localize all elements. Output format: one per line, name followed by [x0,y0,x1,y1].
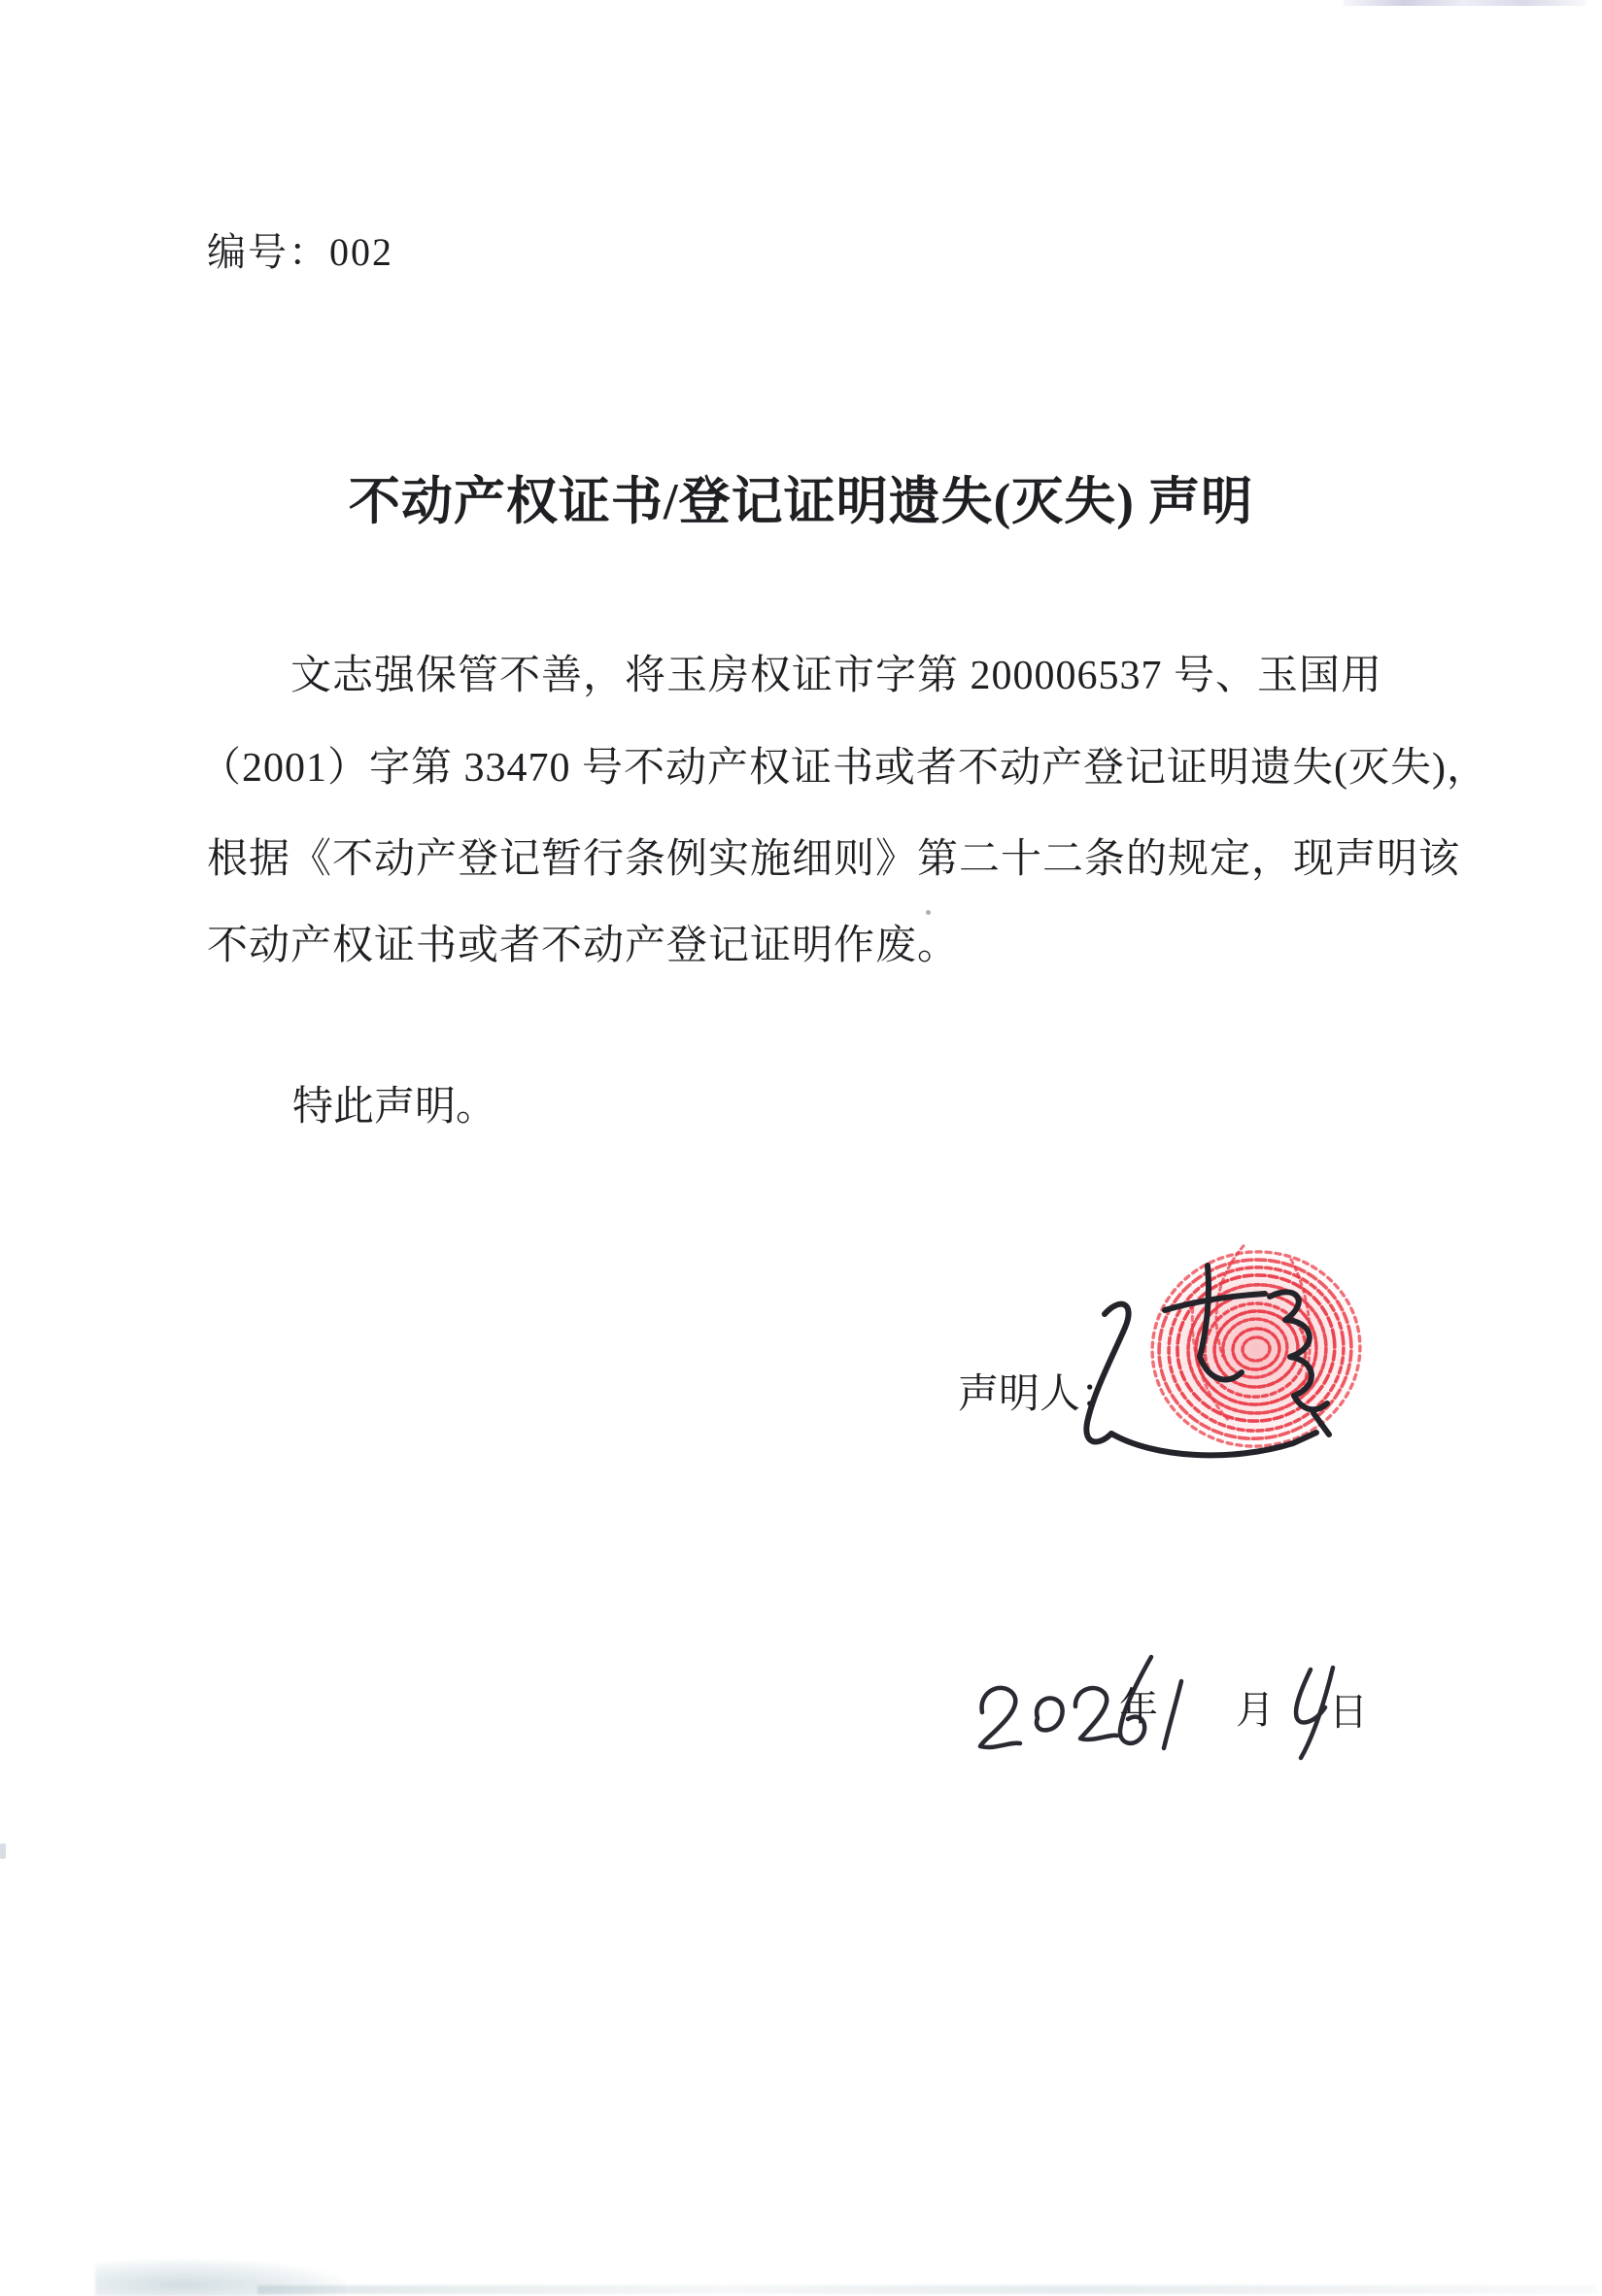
body-line-4: 不动产权证书或者不动产登记证明作废。 [207,924,960,968]
handwritten-signature [1064,1238,1375,1471]
scan-artifact-left-edge [0,1843,6,1859]
document-title: 不动产权证书/登记证明遗失(灭失) 声明 [348,474,1254,530]
body-line-2: （2001）字第 33470 号不动产权证书或者不动产登记证明遗失(灭失)， [200,746,1488,791]
serial-number: 编号：002 [207,230,393,274]
scan-artifact-top-streak [1344,0,1586,6]
scan-artifact-bottom-streak [257,2285,1598,2294]
date-month-suffix: 月 [1236,1688,1275,1732]
declarant-label: 声明人： [958,1372,1122,1417]
closing-statement: 特此声明。 [292,1085,497,1130]
body-line-1: 文志强保管不善，将玉房权证市字第 200006537 号、玉国用 [290,654,1383,698]
body-line-3: 根据《不动产登记暂行条例实施细则》第二十二条的规定，现声明该 [207,837,1461,882]
date-year-suffix: 年 [1119,1685,1158,1729]
handwritten-date-numerals [967,1646,1375,1768]
date-day-suffix: 日 [1329,1690,1368,1734]
